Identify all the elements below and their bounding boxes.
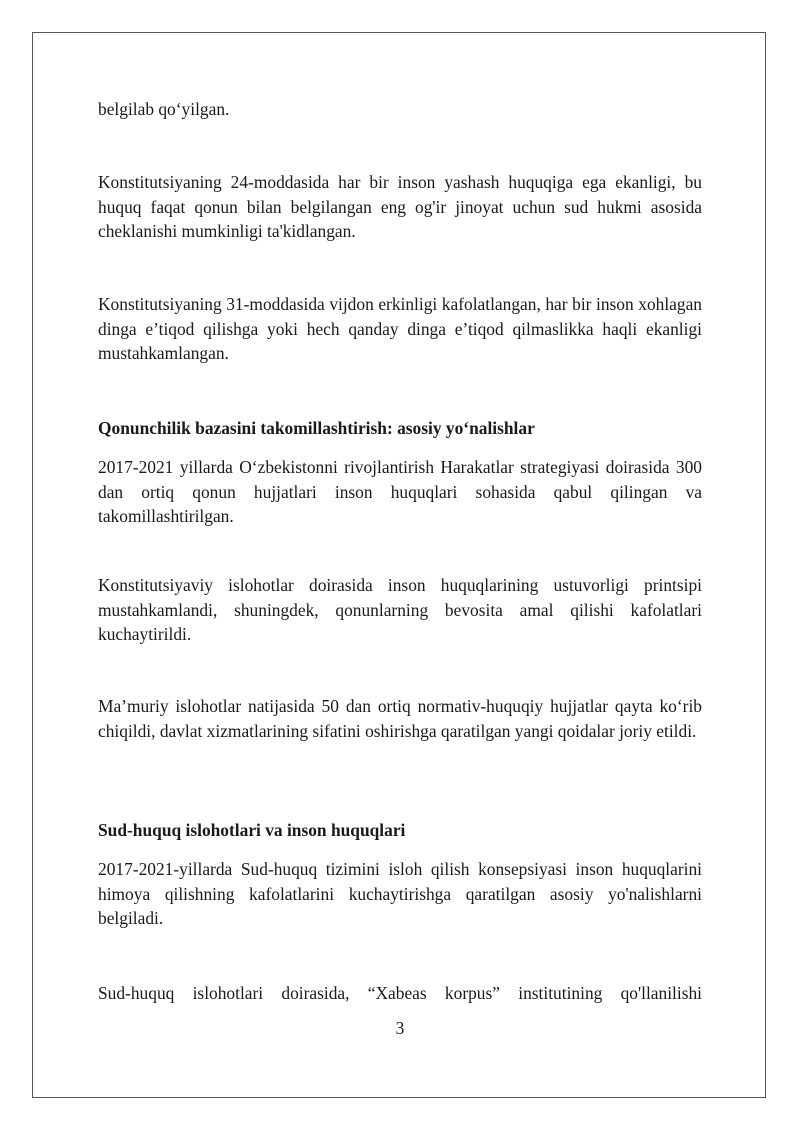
paragraph-article-24: Konstitutsiyaning 24-moddasida har bir inson yashash huquqiga ega ekanligi, bu huquq faqat qonun bilan belgilangan eng og'ir jinoyat uchun sud hukmi asosida cheklanishi mumkinligi ta'kidlangan. (98, 172, 702, 241)
paragraph-habeas-corpus: Sud-huquq islohotlari doirasida, “Xabeas korpus” institutining qo'llanilishi (98, 983, 702, 1003)
paragraph-constitutional-reforms: Konstitutsiyaviy islohotlar doirasida inson huquqlarining ustuvorligi printsipi mustahkamlandi, shuningdek, qonunlarning bevosita amal qilishi kafolatlari kuchaytirildi. (98, 575, 702, 644)
page-number: 3 (395, 1018, 405, 1038)
document-page (32, 32, 766, 1098)
paragraph-continuation: belgilab qo‘yilgan. (98, 99, 230, 119)
paragraph-judicial-concept: 2017-2021-yillarda Sud-huquq tizimini isloh qilish konsepsiyasi inson huquqlarini himoya qilishning kafolatlarini kuchaytirishga qaratilgan asosiy yo'nalishlarni belgiladi. (98, 859, 702, 928)
heading-legislative-base: Qonunchilik bazasini takomillashtirish: asosiy yo‘nalishlar (98, 418, 535, 438)
paragraph-article-31: Konstitutsiyaning 31-moddasida vijdon erkinligi kafolatlangan, har bir inson xohlagan dinga e’tiqod qilishga yoki hech qanday dinga e’tiqod qilmaslikka haqli ekanligi mustahkamlangan. (98, 294, 702, 363)
paragraph-administrative-reforms: Ma’muriy islohotlar natijasida 50 dan ortiq normativ-huquqiy hujjatlar qayta ko‘rib chiqildi, davlat xizmatlarining sifatini oshirishga qaratilgan yangi qoidalar joriy etildi. (98, 696, 702, 741)
paragraph-action-strategy: 2017-2021 yillarda O‘zbekistonni rivojlantirish Harakatlar strategiyasi doirasida 300 dan ortiq qonun hujjatlari inson huquqlari sohasida qabul qilingan va takomillashtirilgan. (98, 457, 702, 526)
heading-judicial-reforms: Sud-huquq islohotlari va inson huquqlari (98, 820, 406, 840)
